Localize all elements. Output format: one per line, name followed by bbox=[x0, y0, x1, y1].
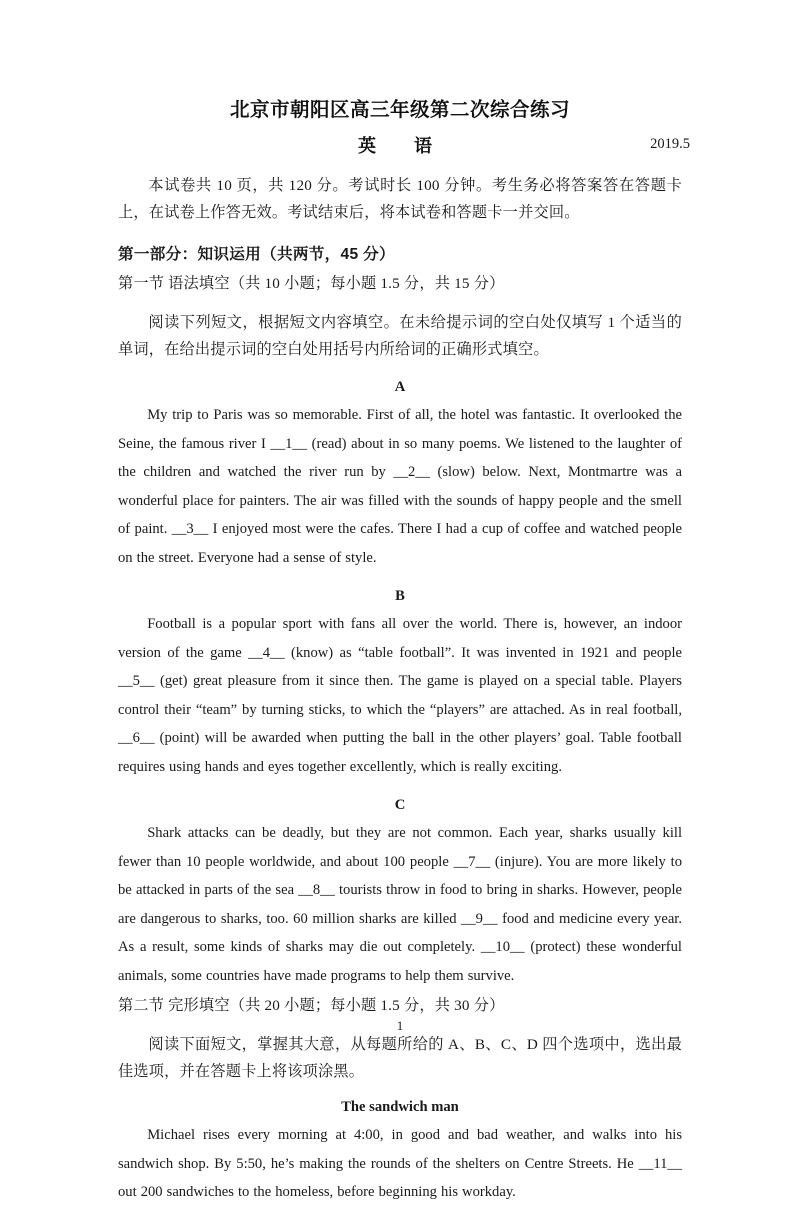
passage-text-b: Football is a popular sport with fans all over the world. There is, however, an indoor version of the game __4__ (know) as “table football”. It was invented in 1921 and people __5__ (get) great pleasure from it since then. The game is played on a special table. Players control their “team” by turning sticks, to which the “players” are attached. As in real football, __6__ (point) will be awarded when putting the ball in the other players’ goal. Table football requires using hands and eyes together excellently, which is really exciting. bbox=[118, 616, 682, 775]
passage-label-a: A bbox=[394, 379, 406, 396]
section-one-directions: 阅读下列短文，根据短文内容填空。在未给提示词的空白处仅填写 1 个适当的单词，在给出提示词的空白处用括号内所给词的正确形式填空。 bbox=[118, 314, 682, 359]
section-one-heading: 第一节 语法填空（共 10 小题；每小题 1.5 分，共 15 分） bbox=[118, 275, 505, 293]
subject-name: 英 语 bbox=[358, 136, 442, 157]
passage-text-c: Shark attacks can be deadly, but they are not common. Each year, sharks usually kill fewer than 10 people worldwide, and about 100 people __7__ (injure). You are more likely to be attacked in parts of the sea __8__ tourists throw in food to bring in sharks. However, people are dangerous to sharks, too. 60 million sharks are killed __9__ food and medicine every year. As a result, some kinds of sharks may die out completely. __10__ (protect) these wonderful animals, some countries have made programs to help them survive. bbox=[118, 825, 682, 984]
subject-row bbox=[118, 132, 690, 160]
exam-instructions: 本试卷共 10 页，共 120 分。考试时长 100 分钟。考生务必将答案答在答题卡上，在试卷上作答无效。考试结束后，将本试卷和答题卡一并交回。 bbox=[118, 177, 682, 222]
cloze-passage-text: Michael rises every morning at 4:00, in good and bad weather, and walks into his sandwich shop. By 5:50, he’s making the rounds of the shelters on Centre Streets. He __11__ out 200 sandwiches to the homeless, before beginning his workday. bbox=[118, 1127, 682, 1201]
part-one-heading: 第一部分：知识运用（共两节，45 分） bbox=[118, 246, 395, 264]
passage-label-b: B bbox=[395, 588, 405, 605]
passage-text-a: My trip to Paris was so memorable. First of all, the hotel was fantastic. It overlooked the Seine, the famous river I __1__ (read) about in so many poems. We listened to the laughter of the children and watched the river run by __2__ (slow) below. Next, Montmartre was a wonderful place for painters. The air was filled with the sounds of happy people and the smell of paint. __3__ I enjoyed most were the cafes. There I had a cup of coffee and watched people on the street. Everyone had a sense of style. bbox=[118, 407, 682, 566]
section-two-heading: 第二节 完形填空（共 20 小题；每小题 1.5 分，共 30 分） bbox=[118, 997, 505, 1015]
page-title: 北京市朝阳区高三年级第二次综合练习 bbox=[229, 99, 570, 121]
section-two-directions: 阅读下面短文，掌握其大意，从每题所给的 A、B、C、D 四个选项中，选出最佳选项，并在答题卡上将该项涂黑。 bbox=[118, 1036, 682, 1081]
passage-label-c: C bbox=[394, 797, 406, 814]
cloze-passage-title: The sandwich man bbox=[341, 1099, 459, 1116]
page-number: 1 bbox=[396, 1018, 404, 1033]
exam-date: 2019.5 bbox=[650, 136, 690, 153]
